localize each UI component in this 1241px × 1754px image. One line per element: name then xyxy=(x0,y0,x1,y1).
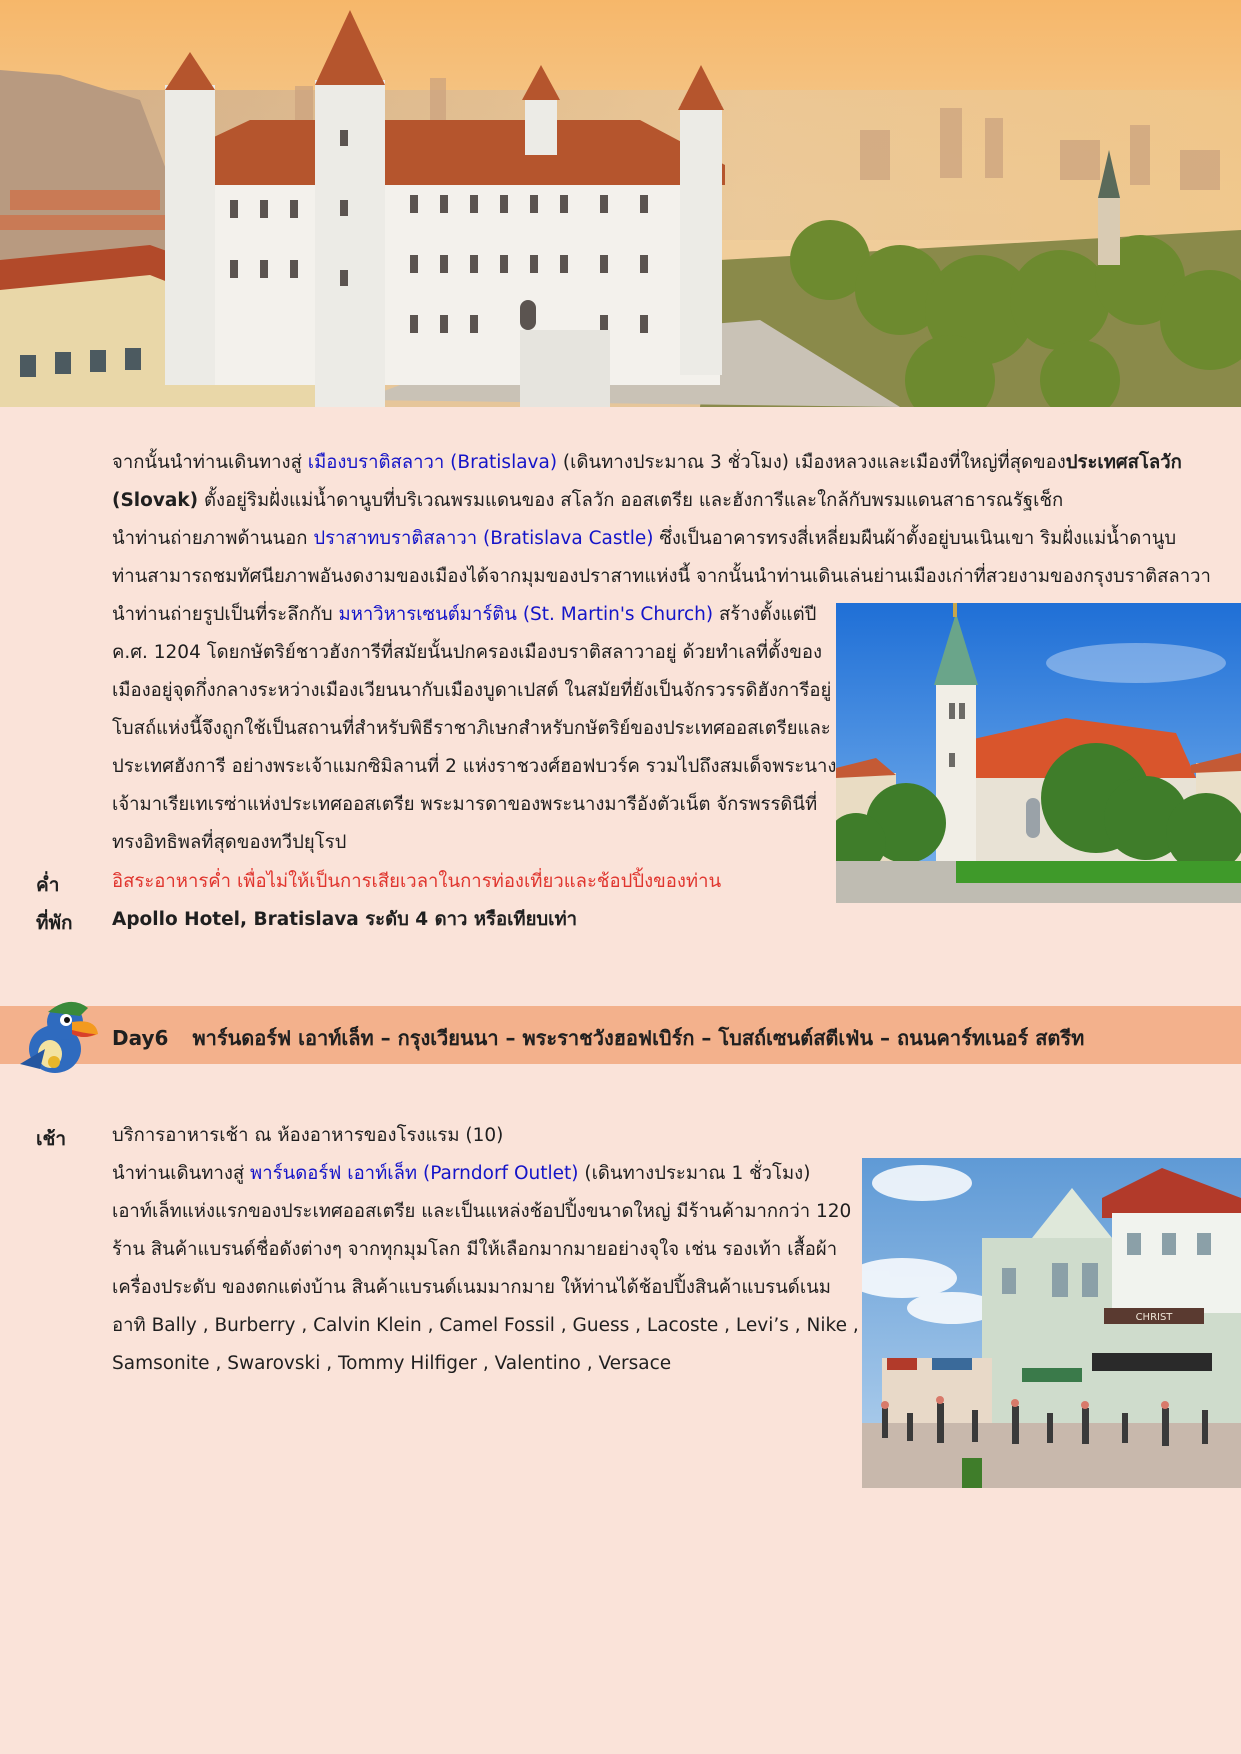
text: นำท่านเดินทางสู่ xyxy=(112,1163,251,1184)
day6-heading xyxy=(112,1022,1084,1054)
day-number: Day6 xyxy=(112,1026,169,1050)
place-name-st-martins-church: มหาวิหารเซนต์มาร์ติน (St. Martin's Church) xyxy=(338,604,714,625)
toucan-mascot-icon xyxy=(10,994,100,1078)
day6-title: พาร์นดอร์ฟ เอาท์เล็ท – กรุงเวียนนา – พระราชวังฮอฟเบิร์ก – โบสถ์เซนต์สตีเฟ่น – ถนนคาร์ทเนอร์ สตรีท xyxy=(192,1026,1085,1050)
st-martins-church-photo xyxy=(836,603,1241,903)
bratislava-castle-photo xyxy=(0,0,1241,407)
text: ทรงอิทธิพลที่สุดของทวีปยุโรป xyxy=(112,832,347,853)
text: อาทิ Bally , Burberry , Calvin Klein , Camel Fossil , Guess , Lacoste , Levi’s , Nike , xyxy=(112,1315,859,1336)
paragraph-bratislava-castle xyxy=(112,520,1211,596)
text: นำท่านถ่ายภาพด้านนอก xyxy=(112,528,314,549)
text: Samsonite , Swarovski , Tommy Hilfiger , Valentino , Versace xyxy=(112,1353,672,1374)
text: ประเทศฮังการี อย่างพระเจ้าแมกซิมิลานที่ 2 แห่งราชวงศ์ฮอฟบวร์ค รวมไปถึงสมเด็จพระนาง xyxy=(112,756,837,777)
text: ตั้งอยู่ริมฝั่งแม่น้ำดานูบที่บริเวณพรมแดนของ สโลวัก ออสเตรีย และฮังการีและใกล้กับพรมแดนสาธารณรัฐเช็ก xyxy=(198,490,1064,511)
hotel-label: ที่พัก xyxy=(36,912,73,934)
text: สร้างตั้งแต่ปี xyxy=(713,604,817,625)
paragraph-st-martins-church xyxy=(112,596,836,862)
text: จากนั้นนำท่านเดินทางสู่ xyxy=(112,452,308,473)
country-name-slovak: ประเทศสโลวัก xyxy=(1065,452,1182,473)
paragraph-parndorf-outlet xyxy=(112,1155,859,1383)
parndorf-outlet-photo xyxy=(862,1158,1241,1488)
text: (เดินทางประมาณ 1 ชั่วโมง) xyxy=(578,1163,811,1184)
breakfast-label: เช้า xyxy=(36,1128,67,1150)
text: (เดินทางประมาณ 3 ชั่วโมง) เมืองหลวงและเมืองที่ใหญ่ที่สุดของ xyxy=(557,452,1066,473)
text: ท่านสามารถชมทัศนียภาพอันงดงามของเมืองได้จากมุมของปราสาทแห่งนี้ จากนั้นนำท่านเดินเล่นย่านเมืองเก่าที่สวยงามของกรุงบราติสลาวา xyxy=(112,566,1211,587)
paragraph-bratislava-city xyxy=(112,444,1182,520)
text: โบสถ์แห่งนี้จึงถูกใช้เป็นสถานที่สำหรับพิธีราชาภิเษกสำหรับกษัตริย์ของประเทศออสเตรียและ xyxy=(112,718,831,739)
hotel-text: Apollo Hotel, Bratislava ระดับ 4 ดาว หรือเทียบเท่า xyxy=(112,909,578,930)
country-name-slovak-en: (Slovak) xyxy=(112,490,199,511)
dinner-label: ค่ำ xyxy=(36,874,60,896)
text: เมืองอยู่จุดกึ่งกลางระหว่างเมืองเวียนนากับเมืองบูดาเปสต์ ในสมัยที่ยังเป็นจักรวรรดิฮังการีอยู่ xyxy=(112,680,832,701)
text: ร้าน สินค้าแบรนด์ชื่อดังต่างๆ จากทุกมุมโลก มีให้เลือกมากมายอย่างจุใจ เช่น รองเท้า เสื้อผ้า xyxy=(112,1239,838,1260)
breakfast-text: บริการอาหารเช้า ณ ห้องอาหารของโรงแรม (10) xyxy=(112,1125,504,1146)
outlet-shop-sign: CHRIST xyxy=(1135,1312,1173,1323)
text: ค.ศ. 1204 โดยกษัตริย์ชาวฮังการีที่สมัยนั้นปกครองเมืองบราติสลาวาอยู่ ด้วยทำเลที่ตั้งของ xyxy=(112,642,822,663)
text: เครื่องประดับ ของตกแต่งบ้าน สินค้าแบรนด์เนมมากมาย ให้ท่านได้ช้อปปิ้งสินค้าแบรนด์เนม xyxy=(112,1277,831,1298)
place-name-parndorf-outlet: พาร์นดอร์ฟ เอาท์เล็ท (Parndorf Outlet) xyxy=(250,1163,579,1184)
place-name-bratislava-castle: ปราสาทบราติสลาวา (Bratislava Castle) xyxy=(313,528,654,549)
text: เจ้ามาเรียเทเรซ่าแห่งประเทศออสเตรีย พระมารดาของพระนางมารีอังตัวเน็ต จักรพรรดินีที่ xyxy=(112,794,818,815)
text: ซึ่งเป็นอาคารทรงสี่เหลี่ยมผืนผ้าตั้งอยู่บนเนินเขา ริมฝั่งแม่น้ำดานูบ xyxy=(653,528,1177,549)
text: เอาท์เล็ทแห่งแรกของประเทศออสเตรีย และเป็นแหล่งช้อปปิ้งขนาดใหญ่ มีร้านค้ามากกว่า 120 xyxy=(112,1201,852,1222)
dinner-text: อิสระอาหารค่ำ เพื่อไม่ให้เป็นการเสียเวลาในการท่องเที่ยวและช้อปปิ้งของท่าน xyxy=(112,871,722,892)
text: นำท่านถ่ายรูปเป็นที่ระลึกกับ xyxy=(112,604,339,625)
place-name-bratislava: เมืองบราติสลาวา (Bratislava) xyxy=(307,452,558,473)
